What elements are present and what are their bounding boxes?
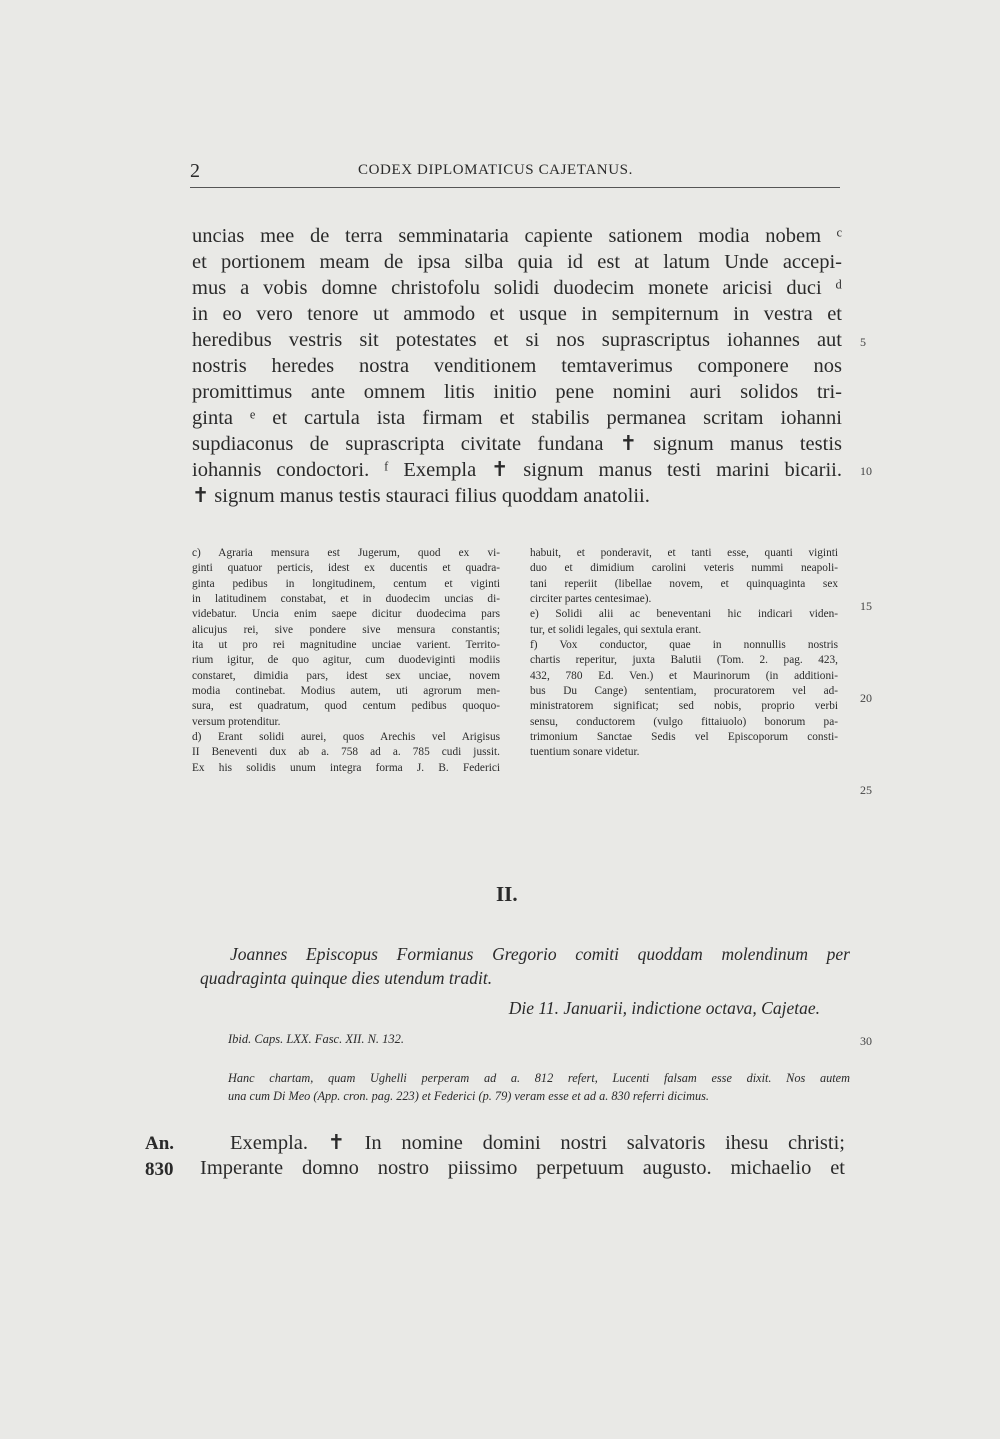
main-text-line: promittimus ante omnem litis initio pene nomini auri solidos tri- bbox=[192, 381, 842, 403]
line-number: 5 bbox=[860, 335, 866, 349]
footnote-line: modia continebat. Modius autem, uti agrorum men- bbox=[192, 685, 500, 697]
page-header bbox=[190, 160, 840, 184]
footnote-line: constaret, dimidia pars, idest sex unciae, novem bbox=[192, 670, 500, 682]
footnote-line: c) Agraria mensura est Jugerum, quod ex vi- bbox=[192, 547, 500, 559]
header-rule bbox=[190, 187, 840, 188]
editorial-note-line: una cum Di Meo (App. cron. pag. 223) et Federici (p. 79) veram esse et ad a. 830 referri dicimus. bbox=[228, 1089, 709, 1103]
line-number: 30 bbox=[860, 1034, 872, 1048]
running-title: CODEX DIPLOMATICUS CAJETANUS. bbox=[358, 162, 633, 178]
footnote-line: e) Solidi alii ac beneventani hic indicari viden- bbox=[530, 608, 838, 620]
main-text-line: mus a vobis domne christofolu solidi duodecim monete aricisi duci ᵈ bbox=[192, 277, 842, 299]
footnote-line: sura, est quadratum, quod centum pedibus quoquo- bbox=[192, 700, 500, 712]
document-number: II. bbox=[496, 882, 518, 906]
footnote-line: versum protenditur. bbox=[192, 716, 281, 728]
footnote-line: tur, et solidi legales, qui sextula erant. bbox=[530, 624, 702, 636]
main-text-line: heredibus vestris sit potestates et si nos suprascriptus iohannes aut bbox=[192, 329, 842, 351]
line-number: 15 bbox=[860, 599, 872, 613]
line-number: 20 bbox=[860, 691, 872, 705]
footnote-line: ministratorem significat; sed nobis, proprio verbi bbox=[530, 700, 838, 712]
document-text-line: Exempla. ✝ In nomine domini nostri salvatoris ihesu christi; bbox=[230, 1132, 845, 1154]
footnote-line: chartis reperitur, juxta Balutii (Tom. 2. pag. 423, bbox=[530, 654, 838, 666]
main-text-line: iohannis condoctori. ᶠ Exempla ✝ signum manus testi marini bicarii. bbox=[192, 459, 842, 481]
document-text-line: Imperante domno nostro piissimo perpetuum augusto. michaelio et bbox=[200, 1157, 845, 1179]
footnote-line: II Beneventi dux ab a. 758 ad a. 785 cudi jussit. bbox=[192, 746, 500, 758]
dateline: Die 11. Januarii, indictione octava, Cajetae. bbox=[508, 998, 820, 1018]
main-text-line: supdiaconus de suprascripta civitate fundana ✝ signum manus testis bbox=[192, 433, 842, 455]
line-number: 10 bbox=[860, 464, 872, 478]
main-text-line: uncias mee de terra semminataria capiente sationem modia nobem ᶜ bbox=[192, 225, 842, 247]
footnote-line: d) Erant solidi aurei, quos Arechis vel Arigisus bbox=[192, 731, 500, 743]
year-value: 830 bbox=[145, 1159, 174, 1180]
footnote-line: circiter partes centesimae). bbox=[530, 593, 652, 605]
footnote-line: trimonium Sanctae Sedis vel Episcoporum consti- bbox=[530, 731, 838, 743]
main-text-line: et portionem meam de ipsa silba quia id est at latum Unde accepi- bbox=[192, 251, 842, 273]
footnote-line: 432, 780 Ed. Ven.) et Maurinorum (in additioni- bbox=[530, 670, 838, 682]
footnote-line: sensu, conductorem (vulgo fittaiuolo) bonorum pa- bbox=[530, 716, 838, 728]
footnote-line: tuentium sonare videtur. bbox=[530, 746, 640, 758]
footnote-line: tani reperiit (libellae novem, et quinquaginta sex bbox=[530, 578, 838, 590]
main-text-line: ✝ signum manus testis stauraci filius quoddam anatolii. bbox=[192, 485, 650, 507]
document-summary: quadraginta quinque dies utendum tradit. bbox=[200, 968, 493, 988]
main-text-line: nostris heredes nostra venditionem temtaverimus componere nos bbox=[192, 355, 842, 377]
document-summary: Joannes Episcopus Formianus Gregorio comiti quoddam molendinum per bbox=[230, 944, 850, 964]
footnote-line: ginti quatuor perticis, idest ex ducentis et quadra- bbox=[192, 562, 500, 574]
footnote-line: bus Du Cange) sententiam, procuratorem vel ad- bbox=[530, 685, 838, 697]
footnote-line: videbatur. Uncia enim saepe dicitur duodecima pars bbox=[192, 608, 500, 620]
source-reference: Ibid. Caps. LXX. Fasc. XII. N. 132. bbox=[228, 1032, 405, 1046]
footnote-line: ita ut pro rei magnitudine unciae varient. Territo- bbox=[192, 639, 500, 651]
line-number: 25 bbox=[860, 783, 872, 797]
main-text-line: in eo vero tenore ut ammodo et usque in sempiternum in vestra et bbox=[192, 303, 842, 325]
footnote-line: rium igitur, de quo agitur, cum duodeviginti modiis bbox=[192, 654, 500, 666]
footnote-line: habuit, et ponderavit, et tanti esse, quanti viginti bbox=[530, 547, 838, 559]
main-text-line: ginta ᵉ et cartula ista firmam et stabilis permanea scritam iohanni bbox=[192, 407, 842, 429]
page-number: 2 bbox=[190, 160, 200, 182]
footnote-line: f) Vox conductor, quae in nonnullis nostris bbox=[530, 639, 838, 651]
footnote-line: Ex his solidis unum integra forma J. B. Federici bbox=[192, 762, 500, 774]
year-label: An. bbox=[145, 1133, 175, 1154]
editorial-note-line: Hanc chartam, quam Ughelli perperam ad a. 812 refert, Lucenti falsam esse dixit. Nos autem bbox=[228, 1071, 850, 1085]
footnote-line: duo et dimidium carolini veteris nummi neapoli- bbox=[530, 562, 838, 574]
footnote-line: ginta pedibus in longitudinem, centum et viginti bbox=[192, 578, 500, 590]
footnote-line: in latitudinem constabat, et in duodecim uncias di- bbox=[192, 593, 500, 605]
footnote-line: alicujus rei, sive pondere sive mensura constantis; bbox=[192, 624, 500, 636]
